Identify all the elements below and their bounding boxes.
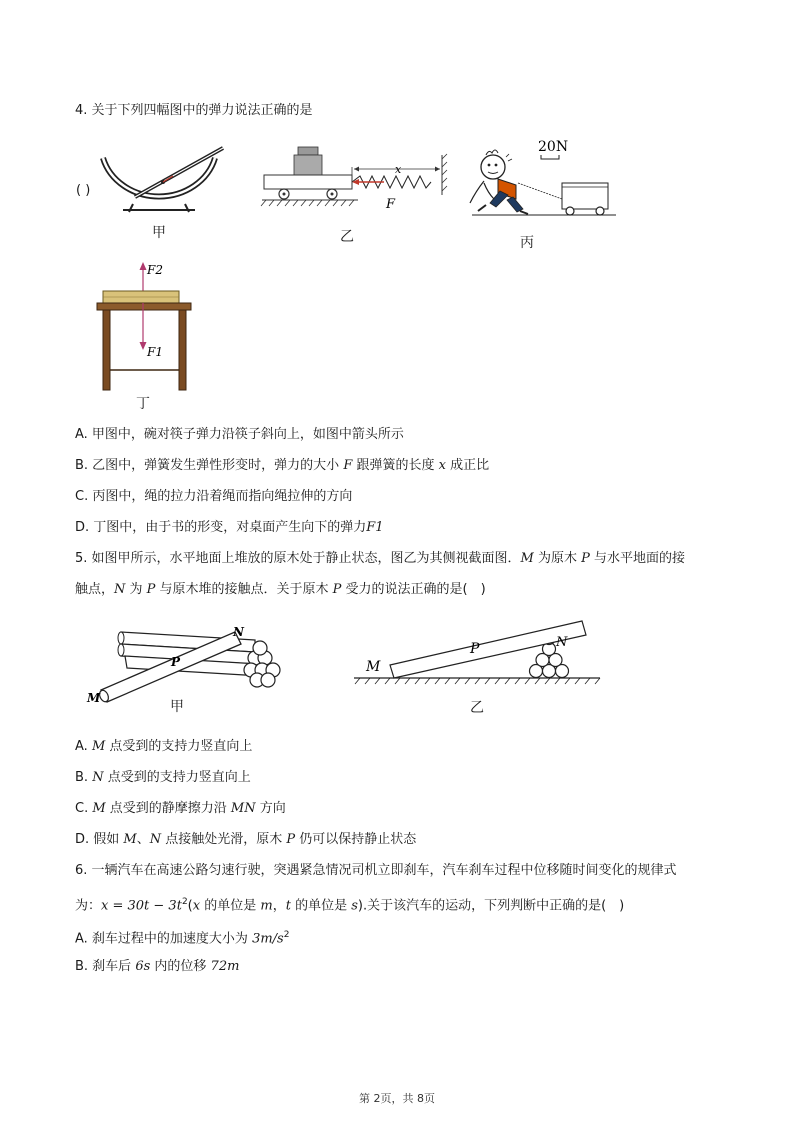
- figure-5-yi-m-label: M: [366, 659, 381, 675]
- figure-yi-spring: [258, 145, 448, 215]
- q6-option-a: A. 刹车过程中的加速度大小为 $3m/s^2$: [75, 930, 290, 947]
- figure-yi-x-label: x: [395, 163, 402, 176]
- figure-ding-label: 丁: [136, 396, 150, 412]
- q5-option-a: A. M 点受到的支持力竖直向上: [75, 739, 253, 754]
- figure-5-jia-label: 甲: [170, 699, 184, 715]
- q4-option-c: C. 丙图中，绳的拉力沿着绳而指向绳拉伸的方向: [75, 489, 353, 504]
- figure-yi-label: 乙: [340, 229, 354, 245]
- figure-5-jia-logs: [85, 618, 285, 708]
- q4-blank: ( ): [76, 183, 91, 198]
- figure-5-yi-label: 乙: [470, 700, 484, 716]
- q6-option-b: B. 刹车后 6s 内的位移 72m: [75, 959, 240, 974]
- figure-5-yi-section: [350, 615, 605, 690]
- figure-5-jia-p-label: P: [171, 655, 181, 669]
- q6-stem-line2: 为：$x = 30t - 3t^2(x$ 的单位是 m，t 的单位是 s).关于该汽车的运动，下列判断中正确的是( ): [75, 897, 625, 914]
- q5-stem-line2: 触点，N 为 P 与原木堆的接触点．关于原木 P 受力的说法正确的是( ): [75, 582, 486, 597]
- page-footer: 第 2页，共 8页: [359, 1092, 435, 1105]
- figure-bing-pulling: [458, 135, 618, 225]
- q5-stem-line1: 5. 如图甲所示，水平地面上堆放的原木处于静止状态，图乙为其侧视截面图．M 为原木 P 与水平地面的接: [75, 551, 686, 566]
- figure-ding-f2-label: F2: [147, 263, 163, 277]
- figure-5-yi-p-label: P: [470, 641, 480, 657]
- q4-option-a: A. 甲图中，碗对筷子弹力沿筷子斜向上，如图中箭头所示: [75, 427, 404, 442]
- q5-option-c: C. M 点受到的静摩擦力沿 MN 方向: [75, 801, 286, 816]
- q4-stem: 4. 关于下列四幅图中的弹力说法正确的是: [75, 103, 313, 118]
- figure-jia-bowl: [95, 140, 235, 215]
- figure-ding-table: [95, 258, 205, 393]
- figure-ding-f1-label: F1: [147, 345, 163, 359]
- figure-bing-label: 丙: [520, 235, 534, 251]
- figure-jia-label: 甲: [152, 225, 166, 241]
- q4-option-b: B. 乙图中，弹簧发生弹性形变时，弹力的大小 F 跟弹簧的长度 x 成正比: [75, 458, 490, 473]
- figure-5-jia-m-label: M: [87, 691, 101, 705]
- q6-stem-line1: 6. 一辆汽车在高速公路匀速行驶，突遇紧急情况司机立即刹车，汽车刹车过程中位移随时间变化的规律式: [75, 863, 677, 878]
- figure-bing-force-label: 20N: [538, 139, 569, 155]
- figure-5-yi-n-label: N: [556, 635, 568, 650]
- q5-option-b: B. N 点受到的支持力竖直向上: [75, 770, 251, 785]
- figure-5-jia-n-label: N: [233, 625, 244, 639]
- q4-option-d: D. 丁图中，由于书的形变，对桌面产生向下的弹力F1: [75, 520, 384, 535]
- q5-option-d: D. 假如 M、N 点接触处光滑，原木 P 仍可以保持静止状态: [75, 832, 417, 847]
- figure-yi-f-label: F: [386, 197, 396, 212]
